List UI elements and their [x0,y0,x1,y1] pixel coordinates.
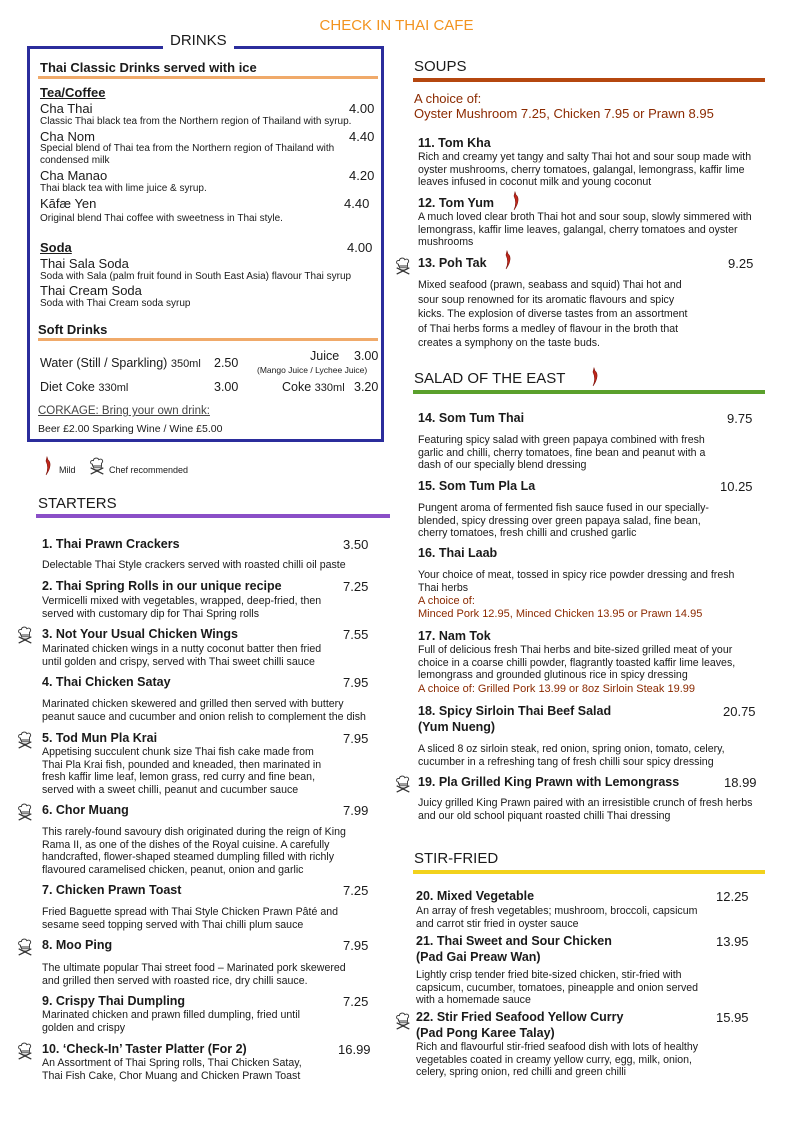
drink-price: 4.40 [344,196,370,211]
menu-item-price: 7.95 [343,675,369,690]
legend-mild: Mild [59,465,76,475]
menu-item-choice: A choice of: Grilled Pork 13.99 or 8oz Sirloin Steak 19.99 [418,682,695,695]
soft-drinks-heading: Soft Drinks [38,322,108,337]
soft-diet: Diet Coke 330ml [40,380,129,394]
menu-item-price: 7.99 [343,803,369,818]
menu-item-price: 20.75 [723,704,756,719]
menu-item-desc: peanut sauce and cucumber and onion relish to complement the dish [42,710,366,723]
soft-juice: Juice [310,349,340,363]
tea-coffee-heading: Tea/Coffee [40,85,106,100]
soft-juice-note: (Mango Juice / Lychee Juice) [257,365,368,375]
drinks-heading: DRINKS [163,32,234,49]
soft-coke-price: 3.20 [354,380,379,394]
menu-item-desc: oyster mushrooms, cherry tomatoes, galangal, lemongrass, kaffir lime [418,163,745,176]
drink-name: Cha Manao [40,168,108,183]
menu-item-desc: mushrooms [418,236,474,248]
menu-item-price: 15.95 [716,1010,749,1025]
starters-heading: STARTERS [38,495,117,512]
drink-name: Thai Sala Soda [40,256,129,271]
menu-item-desc: Appetising succulent chunk size Thai fish cake made from [42,746,314,758]
menu-item-desc: Mixed seafood (prawn, seabass and squid) Thai hot and [418,279,682,291]
menu-item-desc: flavoured caramelised chicken, peanut, onion and garlic [42,863,304,876]
drink-desc: Thai black tea with lime juice & syrup. [40,183,207,194]
page-title: CHECK IN THAI CAFE [319,17,474,34]
menu-item-desc: served with customary dip for Thai Spring rolls [42,607,260,620]
legend-chef: Chef recommended [109,465,189,475]
menu-item-price: 7.25 [343,579,369,594]
soft-diet-price: 3.00 [214,380,239,394]
menu-item-name: 16. Thai Laab [418,546,498,560]
menu-item-desc: An array of fresh vegetables; mushroom, broccoli, capsicum [416,905,698,917]
menu-item-desc: A sliced 8 oz sirloin steak, red onion, spring onion, tomato, celery, [418,743,725,755]
menu-item-desc: Delectable Thai Style crackers served with roasted chilli oil paste [42,559,346,571]
menu-item-name: 12. Tom Yum [418,196,494,210]
menu-item-desc: kicks. The explosion of diverse tastes from an assortment [418,308,688,320]
menu-item-desc: celery, spring onion, red chilli and green chilli [416,1066,627,1078]
menu-item-desc: Thai herbs [418,581,469,594]
menu-item-name: 4. Thai Chicken Satay [42,675,171,689]
orange-divider [38,76,378,79]
menu-item-name: 6. Chor Muang [42,803,129,817]
menu-item-desc: until golden and crispy, served with Thai sweet chilli sauce [42,655,315,668]
menu-item-name: 21. Thai Sweet and Sour Chicken [416,934,612,948]
menu-item-desc: Vermicelli mixed with vegetables, wrapped, deep-fried, then [42,595,322,607]
drink-name: Thai Cream Soda [40,283,142,298]
menu-item-price: 10.25 [720,479,753,494]
drink-desc: Soda with Thai Cream soda syrup [40,298,191,309]
chef-icon [394,775,412,793]
menu-item-name: 18. Spicy Sirloin Thai Beef Salad [418,704,612,718]
salad-divider [413,390,765,394]
menu-item-desc: fresh kaffir lime leaf, lemon grass, red curry and fine bean, [42,771,316,783]
menu-item-price: 7.95 [343,731,369,746]
menu-item-desc: Thai Fish Cake, Chor Muang and Chicken Prawn Toast [42,1069,301,1082]
drink-name: Kāfæ Yen [40,196,97,211]
menu-item-desc: The ultimate popular Thai street food – Marinated pork skewered [42,962,346,974]
menu-item-price: 9.75 [727,411,753,426]
chef-icon [16,1042,34,1060]
menu-item-name: 8. Moo Ping [42,938,113,952]
menu-item-desc: sour soup renowned for its aromatic flavours and spicy [418,293,675,306]
menu-item-name: 3. Not Your Usual Chicken Wings [42,627,238,641]
menu-item-desc: Pungent aroma of fermented fish sauce fused in our specially- [418,502,709,514]
menu-item-price: 7.25 [343,994,369,1009]
menu-item-desc: lemongrass and grounded glutinous rice in spicy dressing [418,669,688,681]
menu-item-desc: and our old school piquant roasted chilli Thai dressing [418,809,671,822]
menu-item-desc: dash of our specially blend dressing [418,459,587,471]
menu-item-desc: Rama II, as one of the dishes of the Royal cuisine. A carefully [42,838,330,851]
menu-item-desc: Lightly crisp tender fried bite-sized chicken, stir-fried with [416,969,682,981]
menu-item-price: 18.99 [724,775,757,790]
corkage-detail: Beer £2.00 Sparking Wine / Wine £5.00 [38,423,223,435]
soups-choice: Oyster Mushroom 7.25, Chicken 7.95 or Prawn 8.95 [414,106,714,121]
stir-divider [413,870,765,874]
chili-icon [511,191,521,211]
chef-icon [16,803,34,821]
menu-item-price: 7.95 [343,938,369,953]
menu-item-desc: Rich and flavourful stir-fried seafood dish with lots of healthy [416,1041,699,1053]
menu-item-desc: and carrot stir fried in oyster sauce [416,917,579,930]
soups-divider [413,78,765,82]
menu-item-name: 20. Mixed Vegetable [416,889,535,903]
menu-item-subname: (Pad Pong Karee Talay) [416,1026,555,1040]
menu-item-desc: cucumber in a refreshing tang of fresh chilli sour spicy dressing [418,755,714,768]
chili-icon [590,367,600,387]
menu-item-desc: golden and crispy [42,1021,126,1034]
menu-item-name: 5. Tod Mun Pla Krai [42,731,158,745]
menu-item-name: 22. Stir Fried Seafood Yellow Curry [416,1010,624,1024]
menu-item-desc: Juicy grilled King Prawn paired with an irresistible crunch of fresh herbs [418,797,753,809]
menu-item-choice: A choice of: [418,595,475,607]
menu-item-desc: An Assortment of Thai Spring rolls, Thai Chicken Satay, [42,1057,302,1069]
soda-price: 4.00 [347,240,373,255]
menu-item-name: 11. Tom Kha [418,136,491,150]
menu-item-desc: Featuring spicy salad with green papaya combined with fresh [418,434,705,446]
menu-item-desc: with a homemade sauce [416,994,531,1006]
menu-item-price: 13.95 [716,934,749,949]
soups-choice-label: A choice of: [414,91,482,106]
menu-item-desc: served with a sweet chilli, peanut and cucumber sauce [42,783,299,796]
chef-icon [16,626,34,644]
menu-item-desc: Your choice of meat, tossed in spicy rice powder dressing and fresh [418,569,735,581]
menu-item-desc: leaves infused in coconut milk and young coconut [418,176,652,188]
soups-heading: SOUPS [414,58,467,75]
menu-item-name: 9. Crispy Thai Dumpling [42,994,186,1008]
menu-item-desc: garlic and chilli, cherry tomatoes, fine bean and peanut with a [418,446,706,459]
drink-price: 4.00 [349,101,375,116]
menu-item-name: 15. Som Tum Pla La [418,479,536,493]
menu-item-subname: (Pad Gai Preaw Wan) [416,950,541,964]
classic-drinks-heading: Thai Classic Drinks served with ice [40,60,257,75]
menu-item-desc: choice in a coarse chilli powder, flagrantly toasted kaffir lime leaves, [418,656,736,669]
chef-icon [394,1012,412,1030]
orange-divider [38,338,378,341]
chef-icon [394,257,412,275]
chef-icon [16,731,34,749]
menu-item-desc: blended, spicy dressing over green papaya salad, fine bean, [418,514,701,527]
menu-item-name: 19. Pla Grilled King Prawn with Lemongrass [418,775,680,789]
menu-item-name: 13. Poh Tak [418,256,487,270]
drink-desc: Classic Thai black tea from the Northern region of Thailand with syrup. [40,116,352,127]
soft-water-price: 2.50 [214,356,239,370]
drink-desc: Soda with Sala (palm fruit found in South East Asia) flavour Thai syrup [40,271,352,282]
soda-heading: Soda [40,240,72,255]
soft-water: Water (Still / Sparkling) 350ml [40,356,201,370]
menu-item-desc: creates a symphony on the taste buds. [418,337,600,349]
drink-name: Cha Thai [40,101,93,116]
corkage: CORKAGE: Bring your own drink: [38,405,210,417]
stir-heading: STIR-FRIED [414,850,499,867]
menu-item-price: 7.55 [343,627,369,642]
menu-item-price: 12.25 [716,889,749,904]
menu-item-desc: lemongrass, kaffir lime leaves, galangal, cherry tomatoes and oyster [418,223,738,236]
menu-item-price: 16.99 [338,1042,371,1057]
menu-item-price: 9.25 [728,256,754,271]
menu-item-desc: Thai Pla Krai fish, pounded and kneaded, then marinated in [42,758,322,771]
menu-item-name: 10. ‘Check-In’ Taster Platter (For 2) [42,1042,247,1056]
drink-desc: condensed milk [40,155,110,166]
drink-desc: Original blend Thai coffee with sweetness in Thai style. [40,213,283,224]
chili-icon [43,456,53,476]
drink-desc: Special blend of Thai tea from the Northern region of Thailand with [40,143,335,154]
menu-item-desc: vegetables coated in creamy yellow curry, egg, milk, onion, [416,1053,692,1066]
menu-item-desc: Marinated chicken wings in a nutty coconut batter then fried [42,643,322,655]
menu-item-desc: Full of delicious fresh Thai herbs and bite-sized grilled meat of your [418,644,733,656]
menu-item-desc: A much loved clear broth Thai hot and sour soup, slowly simmered with [418,211,752,223]
starters-divider [36,514,390,518]
menu-item-name: 7. Chicken Prawn Toast [42,883,182,897]
menu-item-price: 3.50 [343,537,369,552]
chili-icon [503,250,513,270]
menu-item-desc: Marinated chicken skewered and grilled then served with buttery [42,698,344,710]
soft-juice-price: 3.00 [354,349,379,363]
menu-item-name: 1. Thai Prawn Crackers [42,537,180,551]
salad-heading: SALAD OF THE EAST [414,370,566,387]
menu-item-desc: and grilled then served with roasted rice, dry chilli sauce. [42,974,308,987]
chef-icon [16,938,34,956]
chef-icon [88,457,106,475]
menu-item-desc: handcrafted, flower-shaped steamed dumpling filled with richly [42,851,335,863]
menu-item-name: 14. Som Tum Thai [418,411,525,425]
menu-item-desc: sesame seed topping served with Thai chilli plum sauce [42,918,304,931]
menu-item-desc: of Thai herbs forms a medley of flavour in the broth that [418,322,679,335]
menu-item-desc: Rich and creamy yet tangy and salty Thai hot and sour soup made with [418,151,752,163]
menu-item-desc: Marinated chicken and prawn filled dumpling, fried until [42,1009,300,1021]
menu-item-price: 7.25 [343,883,369,898]
soft-coke: Coke 330ml [282,380,345,394]
menu-item-desc: This rarely-found savoury dish originated during the reign of King [42,826,346,838]
menu-item-name: 2. Thai Spring Rolls in our unique recipe [42,579,282,593]
menu-item-desc: capsicum, cucumber, tomatoes, pineapple and onion served [416,981,699,994]
menu-item-choice: Minced Pork 12.95, Minced Chicken 13.95 or Prawn 14.95 [418,608,703,620]
menu-item-desc: cherry tomatoes, fresh chilli and crushed garlic [418,527,637,539]
drink-name: Cha Nom [40,129,95,144]
menu-item-desc: Fried Baguette spread with Thai Style Chicken Prawn Pâté and [42,906,339,918]
menu-item-name: 17. Nam Tok [418,629,491,643]
menu-item-subname: (Yum Nueng) [418,720,496,734]
drink-price: 4.20 [349,168,375,183]
drink-price: 4.40 [349,129,375,144]
